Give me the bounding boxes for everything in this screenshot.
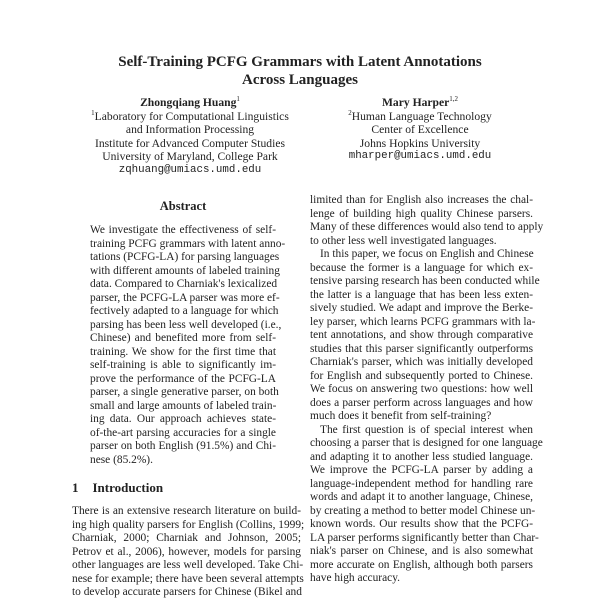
text-line: parsing has been less well developed (i.e., (90, 318, 282, 331)
text-line: Charniak's parser, which was initially developed (310, 356, 533, 368)
abstract-body (90, 224, 286, 467)
text-line: of-the-art parsing accuracies for a single (90, 426, 276, 439)
section-title: Introduction (92, 480, 164, 495)
text-line: parser, a single generative parser, on both (90, 386, 279, 398)
text-line: Many of these differences would also tend to apply (310, 221, 544, 233)
author-email[interactable]: mharper@umiacs.umd.edu (348, 150, 492, 163)
text-line: for English and subsequently ported to Chinese. (310, 369, 533, 382)
affiliation: Johns Hopkins University (359, 136, 481, 150)
text-line: Chinese) and benefited more from self- (90, 332, 276, 344)
author-sup: 1,2 (449, 95, 459, 104)
text-line: nese for example; there have been several attempts (72, 572, 304, 585)
text-line: have high accuracy. (310, 572, 401, 584)
right-column-body (310, 194, 544, 586)
text-line: fectively adapted to a language for which (90, 305, 279, 317)
introduction-left-body (72, 505, 305, 600)
author-email[interactable]: zqhuang@umiacs.umd.edu (118, 163, 262, 176)
text-line: self-training is able to significantly im- (90, 359, 276, 371)
text-line: words and adapt it to another language, Chinese, (310, 491, 533, 503)
author-name: Zhongqiang Huang (140, 96, 237, 109)
text-line: We investigate the effectiveness of self- (90, 224, 276, 236)
text-line: Petrov et al., 2006), however, models for parsing (72, 545, 301, 558)
author-name: Mary Harper (381, 96, 450, 109)
text-line: sively studied. We adapt and improve the Berke- (310, 302, 533, 314)
text-line: tent annotations, and show through comparative (310, 329, 533, 341)
text-line: parser on both English (91.5%) and Chi- (90, 440, 276, 452)
affiliation: Institute for Advanced Computer Studies (95, 136, 285, 150)
author-block-harper (320, 96, 520, 164)
affiliation: and Information Processing (125, 123, 255, 137)
text-line: the latter is a language that has been less exten- (310, 288, 533, 301)
affil-sup: 1 (91, 108, 95, 117)
text-line: by creating a method to better model Chinese un- (310, 504, 536, 517)
text-line: small and large amounts of labeled train- (90, 399, 277, 412)
text-line: other languages are less well developed. Take Chi- (72, 559, 304, 571)
text-line: because the former is a language for which ex- (310, 261, 533, 274)
text-line: studies that this parser significantly outperforms (310, 342, 533, 355)
section-heading-introduction (72, 480, 163, 496)
text-line: known words. Our results show that the PCFG- (310, 518, 533, 530)
text-line: prove the performance of the PCFG-LA (90, 372, 276, 385)
text-line: with different amounts of labeled training (90, 264, 280, 277)
text-line: more accurate on English, although both parsers (310, 558, 533, 571)
text-line: Charniak, 2000; Charniak and Johnson, 2005; (72, 532, 301, 544)
paper-title (0, 53, 600, 89)
author-sup: 1 (236, 95, 240, 104)
text-line: The first question is of special interest when (320, 423, 533, 436)
text-line: ing high quality parsers for English (Collins, 1999; (72, 518, 305, 531)
affil-sup: 2 (348, 108, 352, 117)
section-number: 1 (72, 480, 79, 495)
affiliation: Human Language Technology (351, 109, 492, 123)
text-line: There is an extensive research literature on build- (72, 505, 301, 517)
text-line: ing data. Our approach achieves state- (90, 413, 276, 425)
text-line: nese (85.2%). (90, 453, 153, 466)
text-line: We focus on answering two questions: how well (310, 383, 533, 395)
text-line: to other less well investigated languages. (310, 234, 497, 247)
abstract-heading: Abstract (159, 199, 207, 213)
text-line: limited than for English also increases the chal- (310, 194, 533, 206)
title-line: Self-Training PCFG Grammars with Latent Annotations (118, 54, 482, 70)
text-line: We improve the PCFG-LA parser by adding a (310, 464, 533, 476)
text-line: training. We show for the first time that (90, 345, 276, 358)
text-line: tensive parsing research has been conducted while (310, 275, 540, 287)
text-line: choosing a parser that is designed for one language (310, 437, 543, 449)
text-line: lenge of building high quality Chinese parsers. (310, 207, 533, 220)
text-line: much does it benefit from self-training? (310, 410, 492, 422)
text-line: and adapting it to another less studied language. (310, 450, 533, 463)
text-line: training PCFG grammars with latent anno- (90, 237, 286, 250)
text-line: does a parser perform across languages and how (310, 396, 533, 409)
text-line: language-independent method for handling rare (310, 477, 533, 490)
author-block-huang (80, 96, 300, 178)
text-line: parser, the PCFG-LA parser was more ef- (90, 291, 280, 304)
text-line: to develop accurate parsers for Chinese (Bikel and (72, 586, 302, 598)
title-line: Across Languages (242, 72, 358, 88)
text-line: data. Compared to Charniak's lexicalized (90, 278, 278, 290)
text-line: niak's parser on Chinese, and is also somewhat (310, 545, 533, 557)
affiliation: Laboratory for Computational Linguistics (94, 109, 289, 123)
text-line: ley parser, which learns PCFG grammars with la- (310, 315, 536, 328)
text-line: In this paper, we focus on English and Chinese (320, 248, 534, 260)
text-line: tations (PCFG-LA) for parsing languages (90, 251, 280, 263)
text-line: LA parser performs significantly better than Char- (310, 531, 539, 544)
affiliation: Center of Excellence (371, 123, 469, 137)
affiliation: University of Maryland, College Park (102, 150, 278, 164)
